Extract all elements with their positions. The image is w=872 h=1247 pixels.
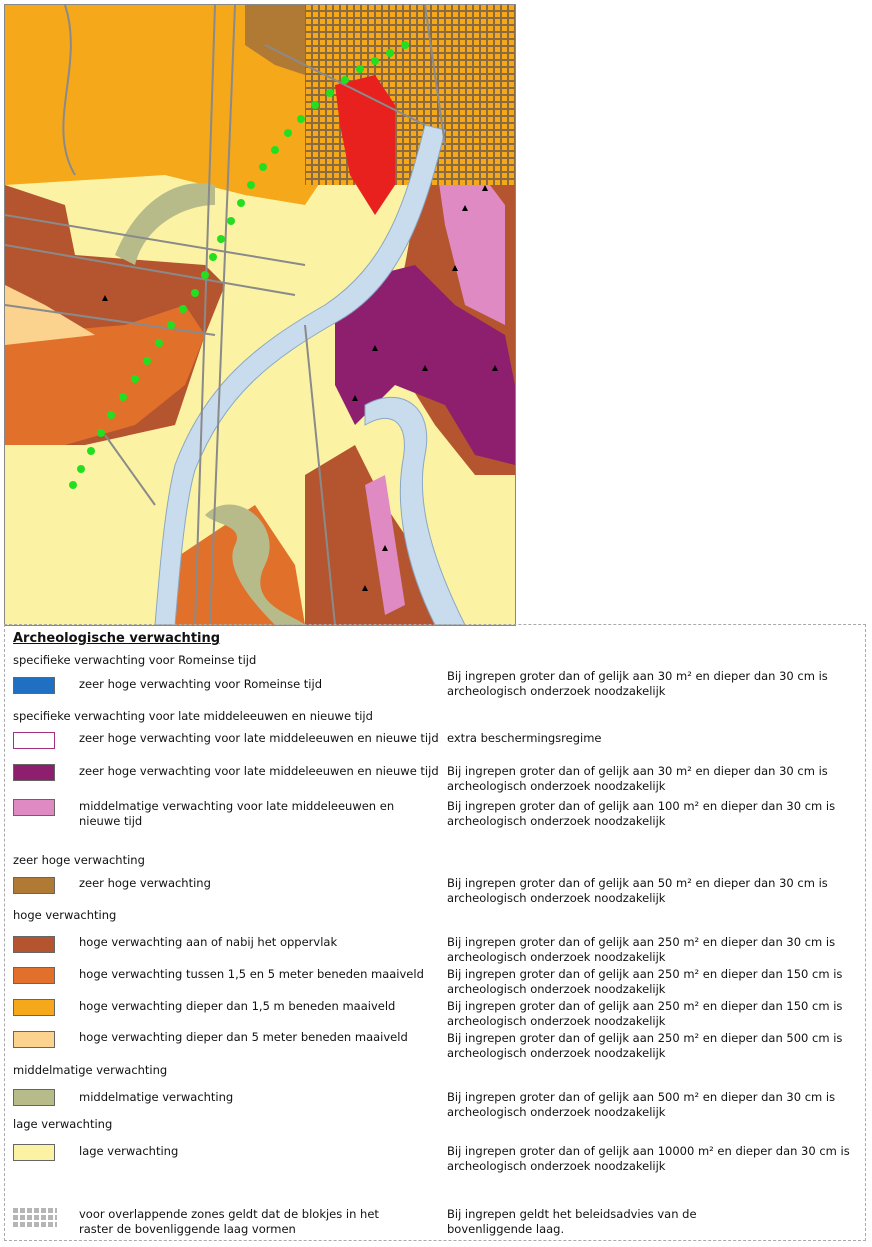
legend-swatch-zeer-hoog — [13, 877, 55, 894]
legend-group-title: lage verwachting — [13, 1117, 113, 1131]
legend-swatch-hoog-1-5-5m — [13, 967, 55, 984]
legend-item-label: middelmatige verwachting — [79, 1090, 234, 1104]
legend-item-note: Bij ingrepen groter dan of gelijk aan 250 m² en dieper dan 150 cm is archeologisch onderzoek noodzakelijk — [447, 999, 843, 1028]
legend-item-label: middelmatige verwachting voor late middeleeuwen en nieuwe tijd — [79, 799, 395, 828]
legend-item-label: voor overlappende zones geldt dat de blokjes in het raster de bovenliggende laag vormen — [79, 1207, 379, 1236]
legend-item-note: Bij ingrepen groter dan of gelijk aan 30 m² en dieper dan 30 cm is archeologisch onderzoek noodzakelijk — [447, 764, 828, 793]
legend-swatch-hoog-oppervlak — [13, 936, 55, 953]
legend-swatch-hoog-dieper-1-5m — [13, 999, 55, 1016]
map-legend — [4, 624, 866, 1241]
legend-title: Archeologische verwachting — [13, 631, 221, 646]
legend-item-label: hoge verwachting dieper dan 5 meter beneden maaiveld — [79, 1030, 408, 1044]
legend-item-note: Bij ingrepen groter dan of gelijk aan 10000 m² en dieper dan 30 cm is archeologisch onderzoek noodzakelijk — [447, 1144, 850, 1173]
legend-item-label: zeer hoge verwachting voor Romeinse tijd — [79, 677, 322, 691]
legend-item-note: extra beschermingsregime — [447, 731, 602, 745]
legend-group-title: hoge verwachting — [13, 908, 117, 922]
legend-item-label: zeer hoge verwachting — [79, 876, 211, 890]
legend-swatch-overlap-grid — [13, 1206, 57, 1228]
legend-item-label: hoge verwachting aan of nabij het oppervlak — [79, 935, 338, 949]
archaeology-map — [4, 4, 516, 626]
legend-item-note: Bij ingrepen groter dan of gelijk aan 250 m² en dieper dan 500 cm is archeologisch onderzoek noodzakelijk — [447, 1031, 843, 1060]
legend-swatch-hoog-dieper-5m — [13, 1031, 55, 1048]
legend-swatch-late-mid-zeer-hoog — [13, 764, 55, 781]
legend-item-label: lage verwachting — [79, 1144, 179, 1158]
legend-item-note: Bij ingrepen groter dan of gelijk aan 250 m² en dieper dan 150 cm is archeologisch onderzoek noodzakelijk — [447, 967, 843, 996]
legend-item-note: Bij ingrepen groter dan of gelijk aan 100 m² en dieper dan 30 cm is archeologisch onderzoek noodzakelijk — [447, 799, 836, 828]
legend-item-label: zeer hoge verwachting voor late middeleeuwen en nieuwe tijd — [79, 731, 439, 745]
legend-swatch-middelmatig — [13, 1089, 55, 1106]
legend-group-title: middelmatige verwachting — [13, 1063, 168, 1077]
legend-swatch-laag — [13, 1144, 55, 1161]
legend-group-title: zeer hoge verwachting — [13, 853, 145, 867]
legend-item-label: zeer hoge verwachting voor late middeleeuwen en nieuwe tijd — [79, 764, 439, 778]
legend-group-title: specifieke verwachting voor Romeinse tijd — [13, 653, 257, 667]
legend-item-note: Bij ingrepen groter dan of gelijk aan 30 m² en dieper dan 30 cm is archeologisch onderzoek noodzakelijk — [447, 669, 828, 698]
legend-item-note: Bij ingrepen geldt het beleidsadvies van de bovenliggende laag. — [447, 1207, 697, 1236]
legend-group-title: specifieke verwachting voor late middeleeuwen en nieuwe tijd — [13, 709, 373, 723]
legend-item-note: Bij ingrepen groter dan of gelijk aan 500 m² en dieper dan 30 cm is archeologisch onderzoek noodzakelijk — [447, 1090, 836, 1119]
legend-swatch-late-mid-middelmatig — [13, 799, 55, 816]
legend-item-note: Bij ingrepen groter dan of gelijk aan 250 m² en dieper dan 30 cm is archeologisch onderzoek noodzakelijk — [447, 935, 836, 964]
legend-item-label: hoge verwachting tussen 1,5 en 5 meter beneden maaiveld — [79, 967, 424, 981]
legend-item-note: Bij ingrepen groter dan of gelijk aan 50 m² en dieper dan 30 cm is archeologisch onderzoek noodzakelijk — [447, 876, 828, 905]
legend-item-label: hoge verwachting dieper dan 1,5 m beneden maaiveld — [79, 999, 396, 1013]
legend-swatch-late-mid-outline — [13, 732, 55, 749]
legend-swatch-romeins — [13, 677, 55, 694]
map-canvas — [5, 5, 515, 625]
